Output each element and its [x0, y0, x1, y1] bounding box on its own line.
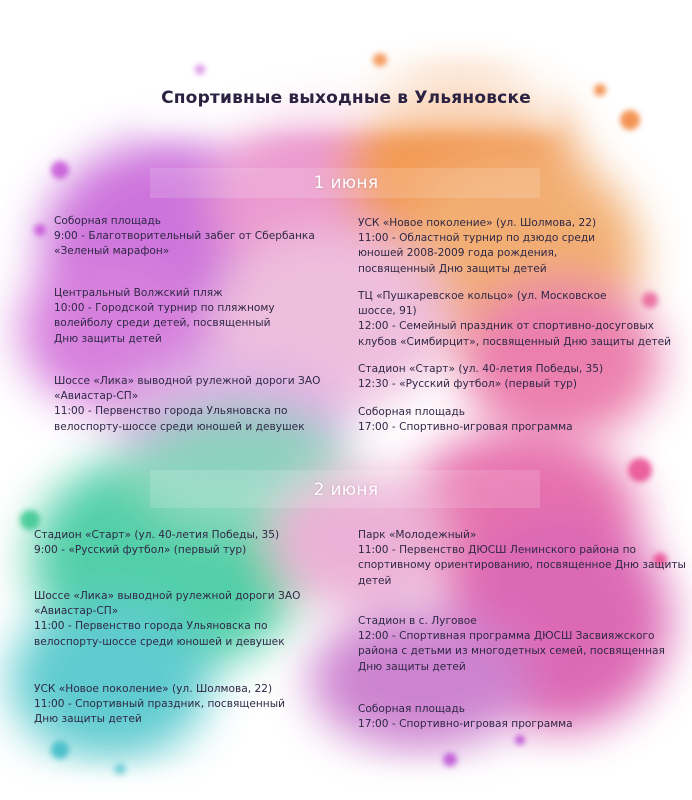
event-place: Стадион в с. Луговое: [358, 615, 477, 627]
event-place: УСК «Новое поколение» (ул. Шолмова, 22): [358, 217, 597, 229]
event-line: 11:00 - Первенство города Ульяновска по: [54, 405, 288, 418]
event-day1-right-0: [358, 216, 596, 277]
event-line: 17:00 - Спортивно-игровая программа: [358, 718, 573, 731]
event-place: Центральный Волжский пляж: [54, 287, 223, 299]
event-line: 11:00 - Областной турнир по дзюдо среди: [358, 232, 596, 245]
event-line: 11:00 - Первенство города Ульяновска по: [34, 620, 268, 633]
event-line: юношей 2008-2009 года рождения,: [358, 247, 558, 260]
event-place: Парк «Молодежный»: [358, 529, 477, 541]
event-day1-right-3: [358, 405, 573, 435]
event-day1-left-2: [54, 374, 320, 435]
event-place: ТЦ «Пушкаревское кольцо» (ул. Московское: [358, 290, 607, 302]
event-line: Дню защиты детей: [54, 332, 162, 345]
event-line: 11:00 - Первенство ДЮСШ Ленинского района по: [358, 544, 636, 557]
day2-heading: 2 июня: [313, 480, 379, 500]
event-day2-left-0: [34, 528, 279, 558]
event-place: УСК «Новое поколение» (ул. Шолмова, 22): [34, 683, 273, 695]
event-line: «Авиастар-СП»: [54, 390, 139, 403]
event-line: «Авиастар-СП»: [34, 605, 119, 618]
event-line: 17:00 - Спортивно-игровая программа: [358, 421, 573, 434]
event-line: клубов «Симбирцит», посвященный Дню защиты детей: [358, 335, 672, 348]
event-line: велоспорту-шоссе среди юношей и девушек: [54, 420, 305, 433]
event-line: посвященный Дню защиты детей: [358, 262, 547, 275]
event-line: «Зеленый марафон»: [54, 245, 170, 258]
event-line: района с детьми из многодетных семей, посвященная: [358, 645, 665, 658]
event-line: 9:00 - Благотворительный забег от Сбербанка: [54, 230, 315, 243]
event-place: Стадион «Старт» (ул. 40-летия Победы, 35): [34, 529, 280, 541]
event-place: Стадион «Старт» (ул. 40-летия Победы, 35): [358, 363, 604, 375]
event-place: Шоссе «Лика» выводной рулежной дороги ЗАО: [34, 590, 301, 602]
event-day2-right-2: [358, 702, 573, 732]
event-line: 12:30 - «Русский футбол» (первый тур): [358, 378, 578, 391]
event-line: велоспорту-шоссе среди юношей и девушек: [34, 635, 285, 648]
event-day2-left-2: [34, 682, 285, 728]
event-line: Дню защиты детей: [358, 660, 466, 673]
event-line: детей: [358, 574, 392, 587]
event-line: волейболу среди детей, посвященный: [54, 317, 271, 330]
event-place: Соборная площадь: [358, 406, 465, 418]
event-line: 9:00 - «Русский футбол» (первый тур): [34, 544, 247, 557]
day1-heading: 1 июня: [313, 173, 379, 193]
event-line: Дню защиты детей: [34, 713, 142, 726]
event-day2-right-1: [358, 614, 665, 675]
event-place: Шоссе «Лика» выводной рулежной дороги ЗАО: [54, 375, 321, 387]
event-place: Соборная площадь: [54, 215, 161, 227]
event-line: шоссе, 91): [358, 305, 417, 318]
event-day1-right-1: [358, 289, 671, 350]
page-title: Спортивные выходные в Ульяновске: [161, 88, 531, 108]
event-day1-left-0: [54, 214, 315, 260]
event-line: 10:00 - Городской турнир по пляжному: [54, 302, 275, 315]
event-day1-left-1: [54, 286, 275, 347]
event-day2-left-1: [34, 589, 300, 650]
event-line: 12:00 - Спортивная программа ДЮСШ Засвияжского: [358, 630, 655, 643]
event-line: 11:00 - Спортивный праздник, посвященный: [34, 698, 285, 711]
event-day1-right-2: [358, 362, 603, 392]
event-day2-right-0: [358, 528, 686, 589]
event-line: 12:00 - Семейный праздник от спортивно-досуговых: [358, 320, 654, 333]
event-line: спортивному ориентированию, посвященное Дню защиты: [358, 559, 686, 572]
event-place: Соборная площадь: [358, 703, 465, 715]
